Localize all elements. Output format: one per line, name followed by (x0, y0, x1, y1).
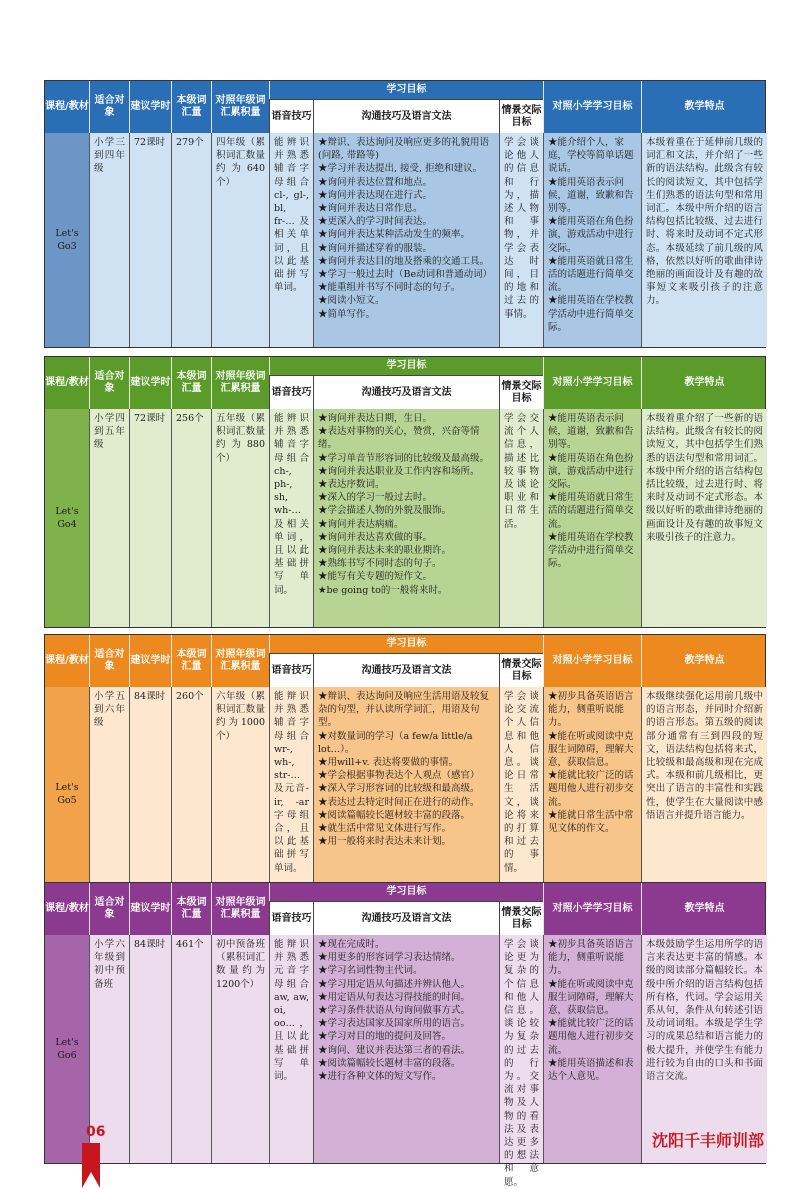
header-cumulative: 对照年级词汇累积量 (211, 635, 269, 687)
header-phonics: 语音技巧 (269, 99, 313, 133)
primary-item: ★能用英语在学校教学活动中进行简单交际。 (548, 531, 634, 570)
communication-item: ★询问并表达目的地及搭乘的交通工具。 (318, 255, 490, 267)
header-context: 情景交际目标 (499, 375, 543, 409)
course-text: Let's Go3 (55, 227, 79, 252)
communication-item: ★用一般将来时表达未来计划。 (318, 836, 452, 848)
vocab-text: 461个 (176, 939, 204, 950)
header-hours: 建议学时 (129, 357, 171, 409)
communication-item: ★询问并表达职业及工作内容和场所。 (318, 465, 480, 477)
header-vocab: 本级词汇量 (171, 357, 211, 409)
communication-item: ★阅读篇幅较长题材丰富的段落。 (318, 1057, 461, 1069)
cell-features (641, 133, 767, 347)
cell-primary (543, 133, 641, 347)
header-features: 教学特点 (641, 357, 767, 409)
header-phonics: 语音技巧 (269, 653, 313, 687)
cell-course (45, 133, 89, 347)
cell-communication (313, 409, 499, 627)
communication-item: ★阅读篇幅较长题材较丰富的段落。 (318, 809, 471, 821)
primary-item: ★能用英语在角色扮演，游戏活动中进行交际。 (548, 452, 634, 491)
primary-item: ★能用英语在学校教学活动中进行简单交际。 (548, 295, 634, 333)
communication-list (318, 938, 495, 1083)
communication-item: ★就生活中常见文体进行写作。 (318, 823, 452, 835)
primary-item: ★初步具备英语语言能力，侧重听说能力。 (548, 939, 634, 977)
communication-item: ★学习单音节形容词的比较级及最高级。 (318, 452, 490, 464)
communication-item: ★能重组并书写不同时态的句子。 (318, 282, 461, 294)
cell-target (89, 687, 129, 901)
primary-list (548, 412, 637, 570)
header-goals: 学习目标 (269, 883, 543, 901)
cell-target (89, 133, 129, 347)
communication-item: ★be going to的一般将来时。 (318, 584, 448, 596)
header-cumulative: 对照年级词汇累积量 (211, 81, 269, 133)
communication-item: ★学习条件状语从句询问做事方式。 (318, 1005, 471, 1017)
communication-item: ★学会描述人物的外貌及服饰。 (318, 505, 452, 517)
phonics-text: 能辨识并熟悉辅音字母组合ch-, ph-, sh, wh-…及相关单词，且以此基础拼写单词。 (274, 413, 309, 596)
cell-communication (313, 133, 499, 347)
table-body (45, 687, 765, 901)
cell-target (89, 409, 129, 627)
hours-text: 72课时 (134, 137, 166, 148)
features-text: 本级继续强化运用前几级中的语言形态，并同时介绍新的语言形态。第五级的阅读部分通常有三到四段的短文，语法结构包括将来式，比较级和最高级和现在完成式。本级和前几级相比，更突出了语言的丰富性和实践性，使学生在大量阅读中感悟语言并提升语言能力。 (646, 691, 763, 821)
course-block (44, 356, 766, 628)
context-text: 学会谈论他人的信息和行为，描述人物和事物，并学会表达时间，目的地和过去的事情。 (504, 137, 539, 320)
header-target: 适合对象 (89, 635, 129, 687)
header-vocab: 本级词汇量 (171, 81, 211, 133)
primary-item: ★能用英语表示问候，道谢，致歉和告别等。 (548, 413, 634, 451)
course-block (44, 80, 766, 348)
communication-item: ★询问并表达日期，生日。 (318, 413, 433, 424)
course-text: Let's Go6 (55, 1036, 79, 1061)
primary-item: ★能用英语描述和表达个人意见。 (548, 1057, 634, 1083)
context-text: 学会谈论更为复杂的个信息和他人信息。谈论较为复杂的过去的行为。交流对事物及人物的看法及表达更多的想法和意愿。 (504, 939, 539, 1188)
primary-item: ★能在听或阅读中克服生词障碍，理解大意，获取信息。 (548, 730, 634, 769)
table-header (45, 635, 765, 687)
cell-phonics (269, 935, 313, 1163)
cell-communication (313, 935, 499, 1163)
cell-course (45, 687, 89, 901)
communication-item: ★简单写作。 (318, 308, 376, 320)
communication-item: ★深入的学习一般过去时。 (318, 492, 433, 504)
header-goals: 学习目标 (269, 635, 543, 653)
communication-list (318, 136, 495, 321)
header-cumulative: 对照年级词汇累积量 (211, 883, 269, 935)
header-hours: 建议学时 (129, 635, 171, 687)
header-cumulative: 对照年级词汇累积量 (211, 357, 269, 409)
header-target: 适合对象 (89, 357, 129, 409)
communication-item: ★辩识、表达询问及响应更多的礼貌用语(问路, 带路等) (318, 137, 490, 162)
cell-hours (129, 409, 171, 627)
cumulative-text: 初中预备班（累积词汇数量约为1200个） (216, 939, 265, 990)
primary-item: ★能用英语就日常生活的话题进行简单交流。 (548, 255, 634, 294)
header-communication: 沟通技巧及语言文法 (313, 375, 499, 409)
header-phonics: 语音技巧 (269, 901, 313, 935)
header-primary: 对照小学学习目标 (543, 883, 641, 935)
vocab-text: 256个 (176, 413, 204, 424)
header-vocab: 本级词汇量 (171, 635, 211, 687)
cell-course (45, 935, 89, 1163)
context-text: 学会交流个人信息，描述比较事物及谈论职业和日常生活。 (504, 413, 539, 530)
features-text: 本级着重介绍了一些新的语法结构。此级含有较长的阅读短文，其中包括学生们熟悉的语法句型和常用词汇。本级中所介绍的语言结构包括比较级，过去进行时、将来时及动词不定式形态。本级以好听的歌曲律诗绝丽的画面设计及有趣的故事短文来吸引孩子的注意力。 (646, 413, 763, 543)
cell-context (499, 133, 543, 347)
vocab-text: 260个 (176, 691, 204, 702)
hours-text: 84课时 (134, 939, 166, 950)
header-primary: 对照小学学习目标 (543, 635, 641, 687)
primary-list (548, 136, 637, 334)
cell-phonics (269, 687, 313, 901)
header-course: 课程/教材 (45, 655, 89, 666)
course-text: Let's Go4 (55, 505, 79, 530)
communication-item: ★表达过去特定时间正在进行的动作。 (318, 796, 480, 808)
cumulative-text: 六年级（累积词汇数量约为1000个） (216, 691, 265, 742)
course-block (44, 634, 766, 902)
communication-item: ★询问并表达某种活动发生的频率。 (318, 229, 471, 241)
communication-item: ★用will+v. 表达将要做的事情。 (318, 757, 458, 769)
communication-item: ★表达序数词。 (318, 479, 385, 491)
communication-item: ★用定语从句表达习得技能的时间。 (318, 991, 471, 1003)
communication-list (318, 412, 495, 597)
communication-item: ★能写有关专题的短作文。 (318, 571, 433, 583)
header-course: 课程/教材 (45, 101, 89, 112)
hours-text: 84课时 (134, 691, 166, 702)
header-context: 情景交际目标 (499, 99, 543, 133)
header-goals: 学习目标 (269, 81, 543, 99)
features-text: 本级着重在于延伸前几级的词汇和文法，并介绍了一些新的语法结构。此级含有较长的阅读短文，其中包括学生们熟悉的语法句型和常用词汇。本级中所介绍的语言结构包括比较级、过去进行时、将来时及动词不定式形态。本级延续了前几级的风格，依然以好听的歌曲律诗绝丽的画面设计及有趣的故事短文来吸引孩子的注意力。 (646, 137, 763, 307)
header-hours: 建议学时 (129, 81, 171, 133)
target-text: 小学四到五年级 (94, 413, 125, 451)
header-communication: 沟通技巧及语言文法 (313, 653, 499, 687)
header-course: 课程/教材 (45, 377, 89, 388)
target-text: 小学六年级到初中预备班 (94, 939, 125, 990)
header-target: 适合对象 (89, 81, 129, 133)
context-text: 学会谈论交流个人信息和他人信息。谈论日常生活文，谈论将来的打算和过去的事情。 (504, 691, 539, 874)
primary-item: ★能用英语在角色扮演，游戏活动中进行交际。 (548, 216, 634, 254)
table-header (45, 81, 765, 133)
target-text: 小学三到四年级 (94, 137, 125, 175)
communication-item: ★询问、建议并表达第三者的看法。 (318, 1044, 471, 1056)
cumulative-text: 四年级（累积词汇数量约为640个） (216, 137, 265, 188)
communication-item: ★学习表达国家及国家所用的语言。 (318, 1018, 471, 1030)
ribbon-notch (82, 1172, 100, 1188)
communication-item: ★询问并表达日常作息。 (318, 203, 423, 215)
primary-list (548, 690, 637, 835)
communication-item: ★询问并表达病痛。 (318, 518, 404, 530)
primary-item: ★能用英语表示问候，道谢，致歉和告别等。 (548, 176, 634, 215)
cell-cumulative (211, 935, 269, 1163)
cell-primary (543, 687, 641, 901)
course-text: Let's Go5 (55, 781, 79, 806)
page-number: 06 (86, 1124, 106, 1140)
table-body (45, 133, 765, 347)
cell-features (641, 409, 767, 627)
table-body (45, 409, 765, 627)
cell-cumulative (211, 133, 269, 347)
cell-phonics (269, 409, 313, 627)
cell-features (641, 687, 767, 901)
communication-item: ★进行各种文体的短文写作。 (318, 1071, 442, 1083)
cell-course (45, 409, 89, 627)
communication-item: ★用更多的形容词学习表达情绪。 (318, 952, 461, 964)
communication-item: ★更深入的学习时间表达。 (318, 216, 433, 228)
communication-item: ★学习一般过去时（Be动词和普通动词） (318, 269, 493, 281)
communication-item: ★询问并描述穿着的服装。 (318, 242, 433, 254)
hours-text: 72课时 (134, 413, 166, 424)
vocab-text: 279个 (176, 137, 204, 148)
communication-item: ★询问并表达现在进行式。 (318, 189, 433, 201)
communication-item: ★学会根据事物表达个人观点（感官） (318, 770, 480, 782)
communication-item: ★对数量词的学习（a few/a little/a lot…）。 (318, 730, 473, 755)
header-context: 情景交际目标 (499, 901, 543, 935)
communication-item: ★询问并表达位置和地点。 (318, 176, 433, 188)
communication-item: ★询问并表达喜欢做的事。 (318, 531, 433, 543)
header-features: 教学特点 (641, 635, 767, 687)
header-phonics: 语音技巧 (269, 375, 313, 409)
header-course: 课程/教材 (45, 903, 89, 914)
communication-item: ★学习并表达提出, 接受, 拒绝和建议。 (318, 163, 483, 175)
cell-cumulative (211, 409, 269, 627)
cell-vocab (171, 133, 211, 347)
target-text: 小学五到六年级 (94, 691, 125, 729)
primary-item: ★能在听或阅读中克服生词障碍，理解大意，获取信息。 (548, 978, 634, 1017)
header-features: 教学特点 (641, 883, 767, 935)
communication-item: ★表达对事物的关心，赞赏，兴奋等情绪。 (318, 426, 480, 451)
cell-hours (129, 133, 171, 347)
communication-item: ★学习对目的地的提问及回答。 (318, 1031, 452, 1043)
cumulative-text: 五年级（累积词汇数量约为880个） (216, 413, 265, 464)
header-primary: 对照小学学习目标 (543, 357, 641, 409)
header-goals: 学习目标 (269, 357, 543, 375)
cell-context (499, 687, 543, 901)
phonics-text: 能辩识并熟悉元音字母组合aw, aw, oi, oo…，且以此基础拼写单词。 (274, 939, 309, 1083)
cell-context (499, 409, 543, 627)
course-block (44, 882, 766, 1188)
header-hours: 建议学时 (129, 883, 171, 935)
communication-item: ★熟练书写不同时态的句子。 (318, 558, 442, 570)
phonics-text: 能辩识并熟悉辅音字母组合wr-, wh-, str-…及元音-ir, -ar字母组合，且以此基础拼写单词。 (274, 691, 309, 874)
header-primary: 对照小学学习目标 (543, 81, 641, 133)
primary-item: ★初步具备英语语言能力，侧重听说能力。 (548, 691, 634, 729)
cell-cumulative (211, 687, 269, 901)
primary-item: ★能就日常生活中常见文体的作文。 (548, 809, 634, 835)
phonics-text: 能辨识并熟悉辅音字母组合cl-, gl-, bl, fr-…及相关单词，且以此基础拼写单词。 (274, 137, 309, 294)
features-text: 本级鼓励学生运用所学的语言来表达更丰富的情感。本级的阅读部分篇幅较长。本级中所介绍的语言结构包括所有格，代词。学会运用关系从句，条件从句转述引语及动词词组。本级是学生学习的成果总结和语言能力的极大提升，并使学生有能力进行较为自由的口头和书面语言交流。 (646, 939, 763, 1083)
cell-context (499, 935, 543, 1188)
header-communication: 沟通技巧及语言文法 (313, 901, 499, 935)
cell-phonics (269, 133, 313, 347)
communication-item: ★辩识、表达询问及响应生活用语及较复杂的句型，并认读所学词汇，用语及句型。 (318, 691, 490, 729)
communication-item: ★现在完成时。 (318, 939, 385, 950)
cell-hours (129, 687, 171, 901)
communication-list (318, 690, 495, 848)
cell-primary (543, 409, 641, 627)
header-context: 情景交际目标 (499, 653, 543, 687)
table-header (45, 357, 765, 409)
communication-item: ★学习用定语从句描述并辨认他人。 (318, 978, 471, 990)
primary-list (548, 938, 637, 1083)
cell-primary (543, 935, 641, 1163)
cell-hours (129, 935, 171, 1163)
cell-communication (313, 687, 499, 901)
primary-item: ★能用英语就日常生活的话题进行简单交流。 (548, 492, 634, 530)
brand-name: 沈阳千丰师训部 (651, 1131, 764, 1150)
cell-vocab (171, 935, 211, 1163)
header-target: 适合对象 (89, 883, 129, 935)
communication-item: ★深入学习形容词的比较级和最高级。 (318, 783, 480, 795)
communication-item: ★阅读小短文。 (318, 295, 385, 307)
header-communication: 沟通技巧及语言文法 (313, 99, 499, 133)
primary-item: ★能介绍个人，家庭，学校等简单话题说话。 (548, 137, 634, 175)
communication-item: ★询问并表达未来的职业期许。 (318, 545, 452, 557)
header-vocab: 本级词汇量 (171, 883, 211, 935)
communication-item: ★学习名词性物主代词。 (318, 965, 423, 977)
primary-item: ★能就比较广泛的话题用他人进行初步交流。 (548, 1018, 634, 1056)
header-features: 教学特点 (641, 81, 767, 133)
cell-vocab (171, 687, 211, 901)
table-header (45, 883, 765, 935)
primary-item: ★能就比较广泛的话题用他人进行初步交流。 (548, 770, 634, 808)
cell-vocab (171, 409, 211, 627)
